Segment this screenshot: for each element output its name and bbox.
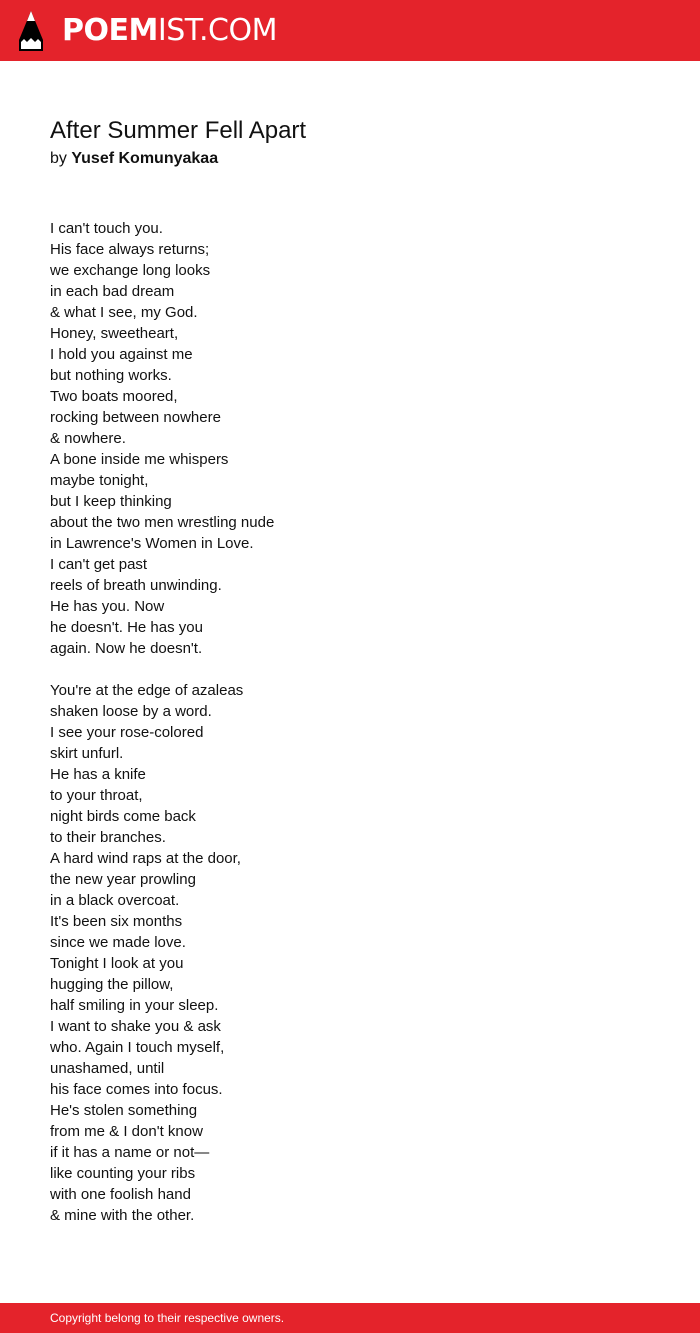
poem-line: You're at the edge of azaleas [50, 682, 244, 699]
poem-line: with one foolish hand [50, 1186, 191, 1203]
poem-line: Tonight I look at you [50, 955, 184, 972]
poem-stanza [50, 218, 274, 659]
site-name-bold: POEM [62, 13, 158, 48]
poem-line: I can't touch you. [50, 220, 163, 237]
site-logo[interactable] [18, 10, 277, 52]
poem-line: It's been six months [50, 913, 183, 930]
poem-line: the new year prowling [50, 871, 196, 888]
copyright-notice: Copyright belong to their respective owners. [50, 1311, 285, 1325]
poem-line: reels of breath unwinding. [50, 577, 222, 594]
poem-line: unashamed, until [50, 1060, 165, 1077]
poem-line: skirt unfurl. [50, 745, 124, 762]
poem-byline [50, 149, 218, 169]
poem-line: to your throat, [50, 787, 143, 804]
poem-line: he doesn't. He has you [50, 619, 203, 636]
poem-line: night birds come back [50, 808, 196, 825]
poem-stanza [50, 680, 274, 1226]
poem-line: He has you. Now [50, 598, 165, 615]
poem-body [50, 218, 274, 1226]
poem-line: He has a knife [50, 766, 146, 783]
poem-line: in Lawrence's Women in Love. [50, 535, 254, 552]
poem-line: He's stolen something [50, 1102, 198, 1119]
poem-line: I can't get past [50, 556, 148, 573]
site-name-light: IST.COM [157, 13, 277, 48]
poem-line: like counting your ribs [50, 1165, 196, 1182]
poem-line: & mine with the other. [50, 1207, 195, 1224]
poem-line: shaken loose by a word. [50, 703, 212, 720]
poem-line: since we made love. [50, 934, 186, 951]
site-name [62, 13, 277, 48]
poem-line: half smiling in your sleep. [50, 997, 219, 1014]
site-header [0, 0, 700, 61]
poem-line: in a black overcoat. [50, 892, 180, 909]
poem-line: again. Now he doesn't. [50, 640, 203, 657]
poem-line: Two boats moored, [50, 388, 178, 405]
poem-line: A bone inside me whispers [50, 451, 229, 468]
poem-line: in each bad dream [50, 283, 175, 300]
poem-line: I hold you against me [50, 346, 193, 363]
poem-title: After Summer Fell Apart [50, 117, 307, 144]
poem-line: I want to shake you & ask [50, 1018, 221, 1035]
poem-line: who. Again I touch myself, [50, 1039, 225, 1056]
poem-line: & what I see, my God. [50, 304, 198, 321]
poem-line: about the two men wrestling nude [50, 514, 275, 531]
poem-line: maybe tonight, [50, 472, 149, 489]
poem-line: A hard wind raps at the door, [50, 850, 241, 867]
by-label: by [50, 150, 67, 167]
poem-line: but I keep thinking [50, 493, 172, 510]
poem-line: to their branches. [50, 829, 166, 846]
poem-line: from me & I don't know [50, 1123, 203, 1140]
site-footer [0, 1303, 700, 1333]
poem-line: & nowhere. [50, 430, 126, 447]
poem-line: His face always returns; [50, 241, 210, 258]
poem-line: we exchange long looks [50, 262, 211, 279]
poem-line: Honey, sweetheart, [50, 325, 179, 342]
poem-author[interactable]: Yusef Komunyakaa [71, 150, 219, 167]
poem-line: I see your rose-colored [50, 724, 204, 741]
poem-line: hugging the pillow, [50, 976, 174, 993]
poem-line: rocking between nowhere [50, 409, 221, 426]
poem-line: his face comes into focus. [50, 1081, 223, 1098]
pencil-icon [18, 10, 44, 52]
poem-line: but nothing works. [50, 367, 172, 384]
poem-line: if it has a name or not— [50, 1144, 210, 1161]
